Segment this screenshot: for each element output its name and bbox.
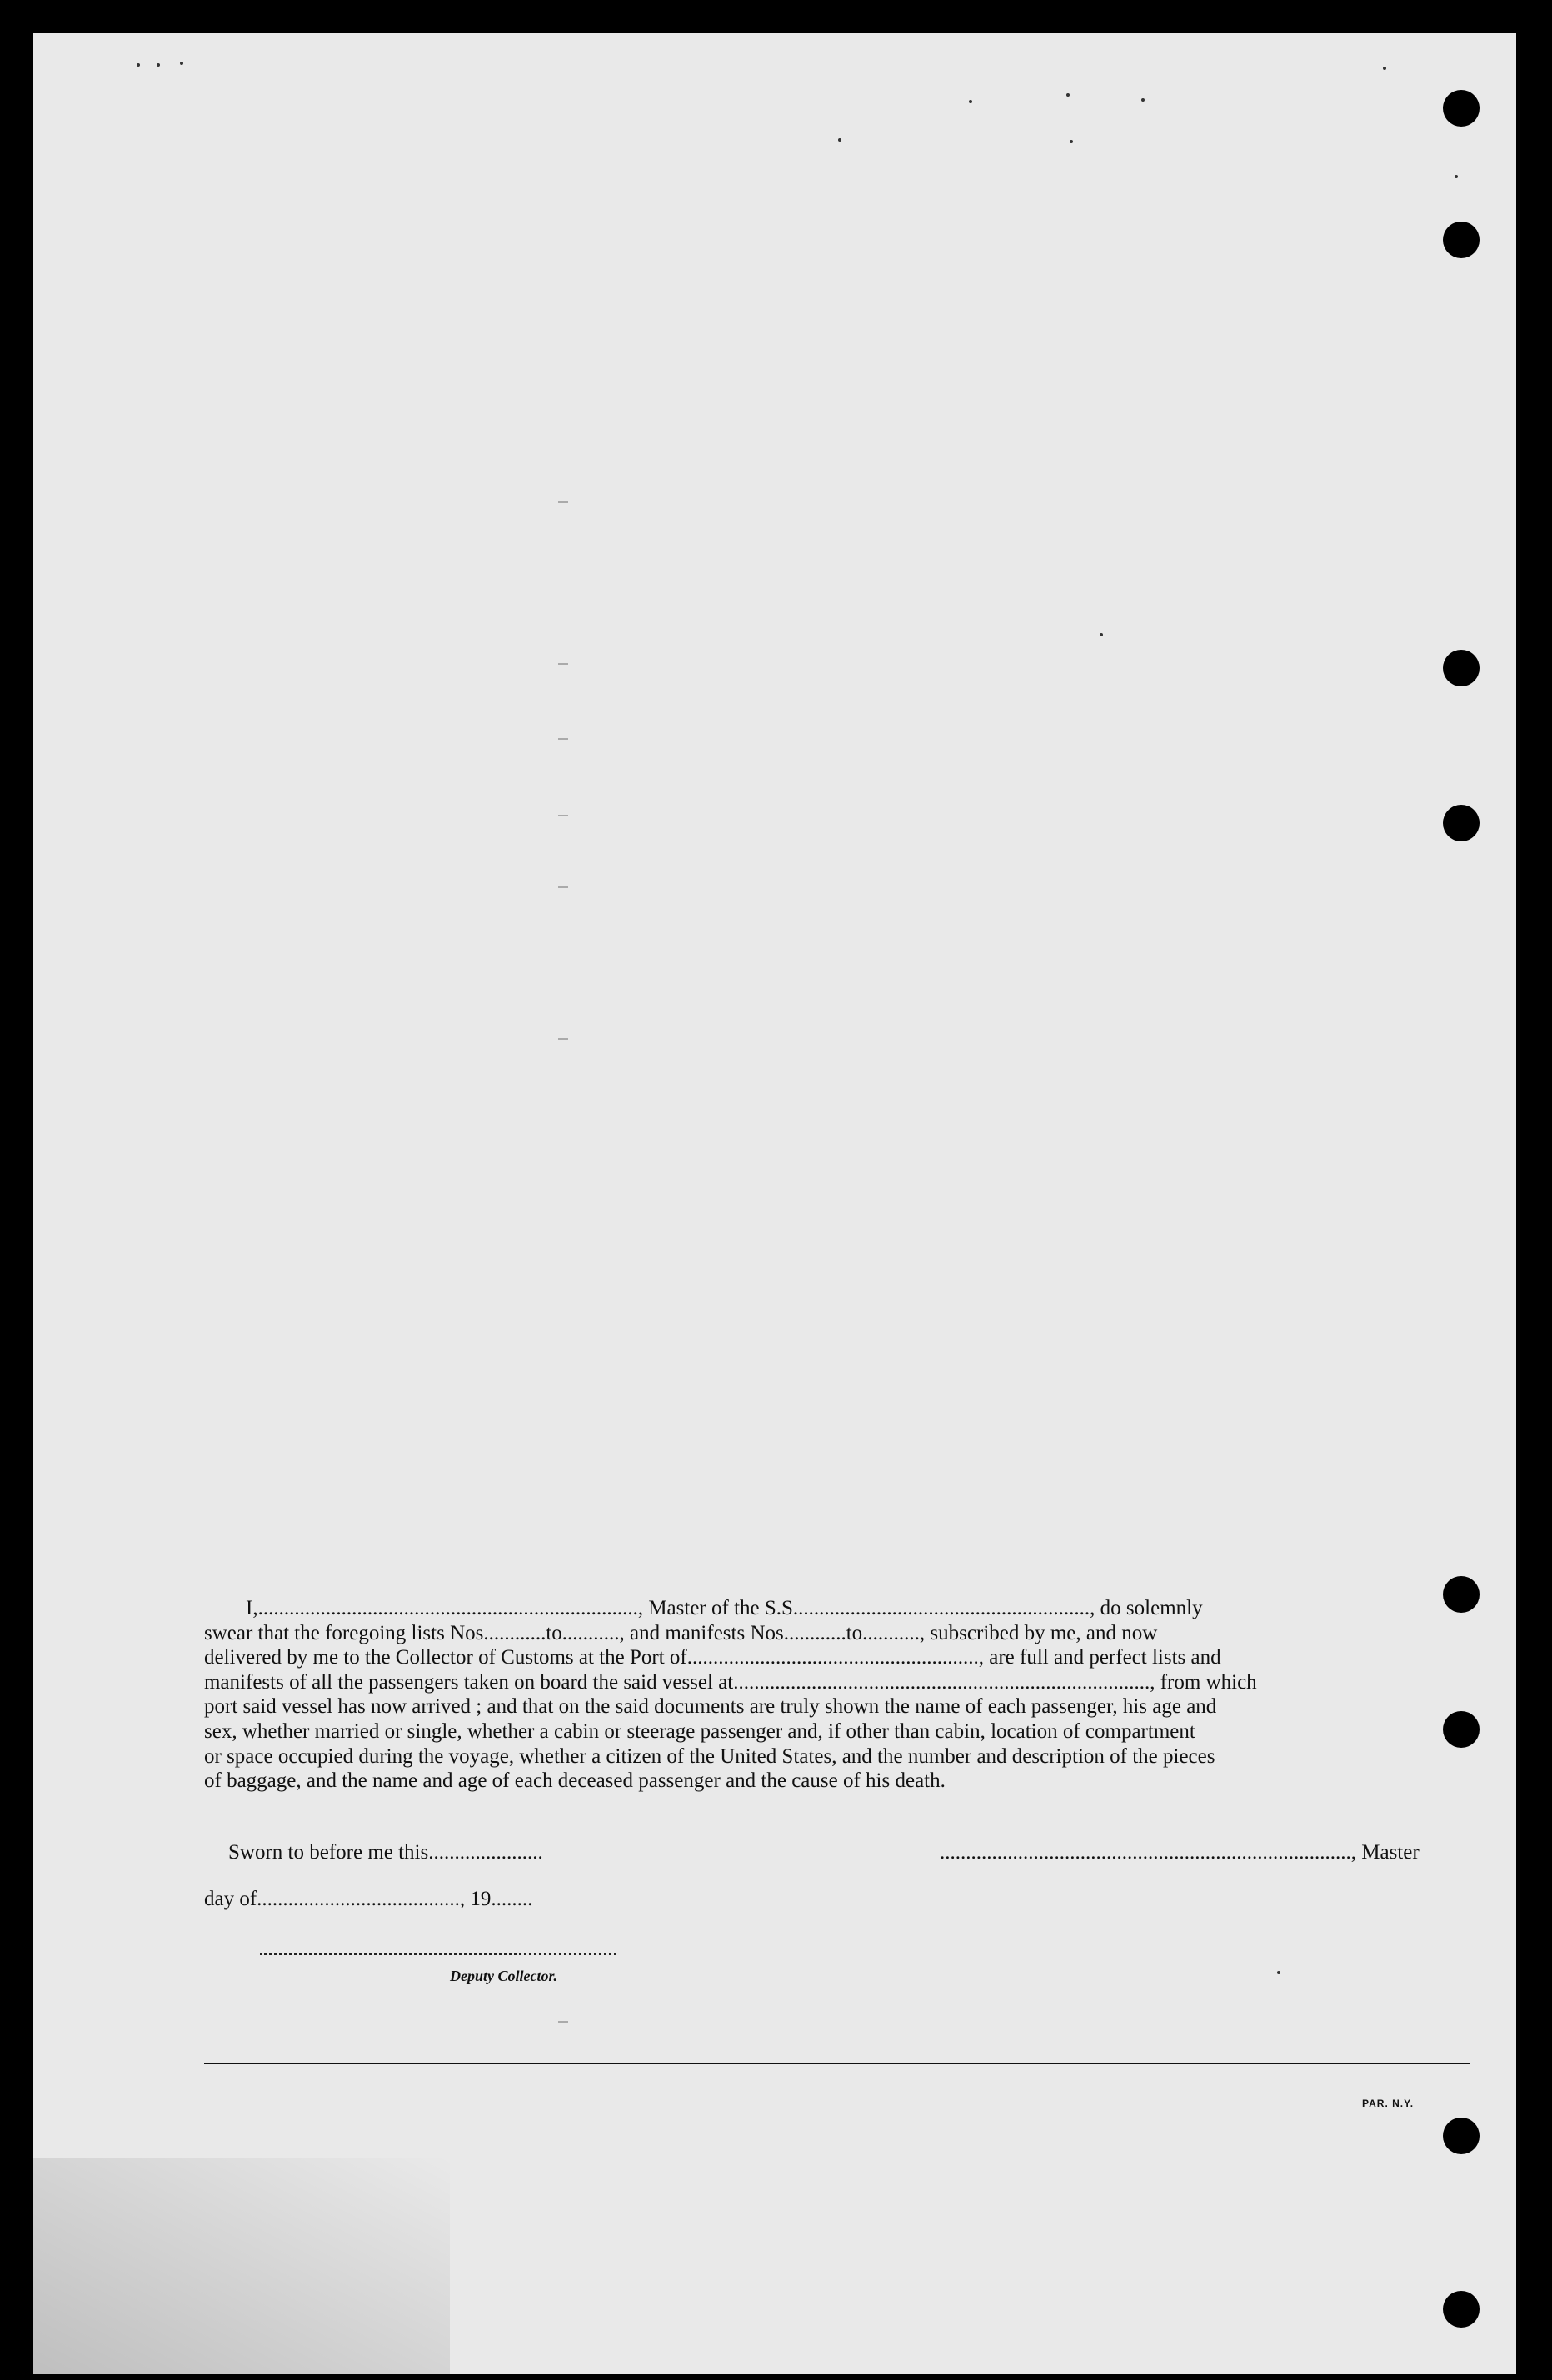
day-line: day of......................................., 19........ — [204, 1888, 533, 1910]
deputy-signature-line — [260, 1953, 616, 1955]
oath-line: of baggage, and the name and age of each deceased passenger and the cause of his death. — [204, 1769, 946, 1793]
punch-hole — [1443, 90, 1480, 127]
form-dash — [558, 663, 568, 665]
form-dash — [558, 2021, 568, 2023]
page-shadow — [33, 2158, 450, 2374]
punch-hole — [1443, 2291, 1480, 2328]
oath-paragraph — [204, 1596, 1470, 1794]
scan-speck — [180, 62, 183, 65]
scan-speck — [137, 63, 140, 67]
scan-speck — [1383, 67, 1386, 70]
scan-speck — [969, 100, 972, 103]
scan-speck — [157, 63, 160, 67]
oath-line: port said vessel has now arrived ; and that on the said documents are truly shown the name of each passenger, his age and — [204, 1695, 1217, 1719]
punch-hole — [1443, 222, 1480, 258]
scan-speck — [1100, 633, 1103, 636]
scan-speck — [838, 138, 841, 142]
deputy-collector-label: Deputy Collector. — [450, 1968, 557, 1984]
form-dash — [558, 738, 568, 740]
scan-speck — [1277, 1971, 1280, 1974]
scan-speck — [1455, 175, 1458, 178]
document-page — [33, 33, 1516, 2374]
horizontal-rule — [204, 2063, 1470, 2064]
oath-line: delivered by me to the Collector of Customs at the Port of........................................................, are full and perfect lists and — [204, 1646, 1221, 1669]
form-dash — [558, 1038, 568, 1040]
punch-hole — [1443, 650, 1480, 686]
oath-line: sex, whether married or single, whether a cabin or steerage passenger and, if other than cabin, location of compartment — [204, 1719, 1195, 1743]
printer-mark: PAR. N.Y. — [1362, 2098, 1415, 2109]
form-dash — [558, 886, 568, 888]
scan-speck — [1070, 140, 1073, 143]
scan-speck — [1141, 98, 1145, 102]
punch-hole — [1443, 2118, 1480, 2154]
sworn-line: Sworn to before me this...................... — [228, 1841, 543, 1864]
form-dash — [558, 815, 568, 816]
punch-hole — [1443, 805, 1480, 841]
master-signature-line: ..............................................................................., Master — [940, 1841, 1420, 1864]
form-dash — [558, 501, 568, 503]
scan-speck — [1066, 93, 1070, 97]
oath-line: swear that the foregoing lists Nos............to..........., and manifests Nos............to..........., subscribed by me, and now — [204, 1621, 1158, 1644]
oath-line: or space occupied during the voyage, whether a citizen of the United States, and the number and description of the pieces — [204, 1744, 1215, 1768]
oath-line: I,........................................................................., Master of the S.S........................................................., do solemnly — [246, 1597, 1203, 1619]
oath-line: manifests of all the passengers taken on board the said vessel at................................................................................, from which — [204, 1670, 1257, 1694]
